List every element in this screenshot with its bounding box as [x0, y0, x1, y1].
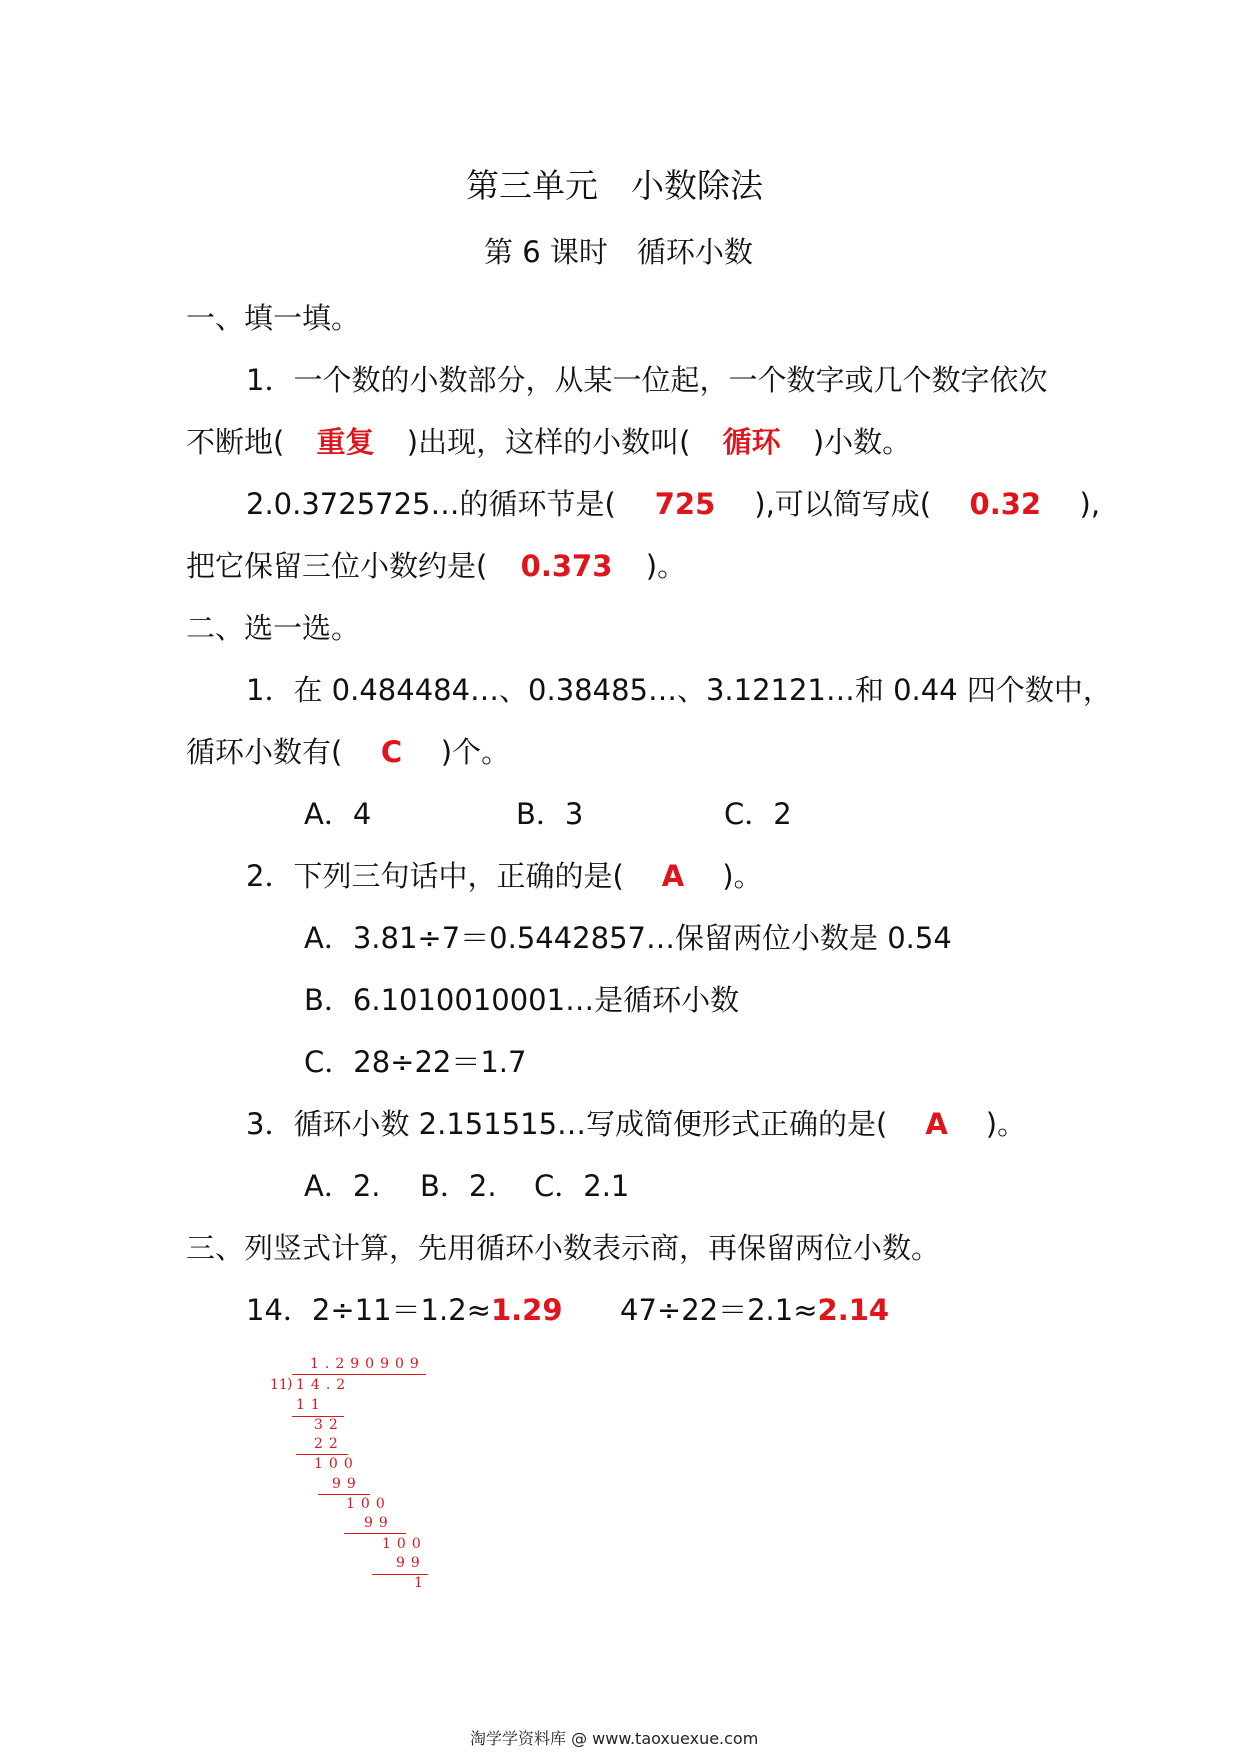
s3-calc-1: [246, 1292, 563, 1328]
s2-q1-option-a: A．4: [304, 797, 372, 831]
ld-quotient: 1.290909: [310, 1356, 425, 1372]
s2-q2-line1: [246, 858, 763, 894]
ld-step: 32: [314, 1417, 344, 1433]
s1-q1-line1: 1．一个数的小数部分，从某一位起，一个数字或几个数字依次: [246, 363, 1048, 397]
ld-dividend: 14.2: [296, 1377, 352, 1393]
ld-step: 1: [414, 1575, 429, 1591]
s1-q2-line2: [186, 548, 686, 584]
s3-calc-2-answer: 2.14: [817, 1293, 890, 1327]
ld-step: 100: [382, 1536, 427, 1552]
s1-q2-text-a: 2.0.3725725…的循环节是(: [246, 487, 616, 521]
s2-q2-text-b: )。: [722, 859, 763, 893]
s2-q3-text-b: )。: [985, 1107, 1027, 1141]
footer-watermark: 淘学学资料库 @ www.taoxuexue.com: [470, 1729, 759, 1748]
s3-calc-2-expr: 47÷22＝2.1≈: [620, 1293, 818, 1327]
s1-q1-text-b: )出现，这样的小数叫(: [406, 425, 691, 459]
s2-q1-option-b: B．3: [516, 797, 584, 831]
s1-q2-text-d: 把它保留三位小数约是(: [186, 549, 488, 583]
s1-q1-text-a: 不断地(: [186, 425, 285, 459]
ld-step: 100: [314, 1456, 359, 1472]
ld-step: 100: [346, 1496, 391, 1512]
ld-step: 99: [364, 1515, 394, 1531]
ld-divisor: 11: [270, 1377, 288, 1393]
ld-quotient-line: [292, 1374, 426, 1375]
section3-heading: 三、列竖式计算，先用循环小数表示商，再保留两位小数。: [186, 1231, 941, 1265]
s2-q2-option-b: B．6.1010010001…是循环小数: [304, 983, 740, 1017]
s2-q1-line2: [186, 734, 510, 770]
s2-q3-text-a: 3．循环小数 2.151515…写成简便形式正确的是(: [246, 1107, 888, 1141]
s2-q2-text-a: 2．下列三句话中，正确的是(: [246, 859, 624, 893]
s3-calc-1-answer: 1.29: [490, 1293, 563, 1327]
s3-calc-1-expr: 14．2÷11＝1.2≈: [246, 1293, 491, 1327]
s2-q3-line1: [246, 1106, 1026, 1142]
s1-q2-answer-2: 0.32: [969, 487, 1042, 521]
ld-step: 11: [296, 1397, 326, 1413]
ld-step: 22: [314, 1436, 344, 1452]
ld-rule: [344, 1533, 406, 1534]
section2-heading: 二、选一选。: [186, 611, 361, 645]
s1-q2-answer-1: 725: [654, 487, 716, 521]
ld-rule: [296, 1454, 348, 1455]
ld-rule: [318, 1494, 370, 1495]
s2-q1-answer: C: [380, 735, 403, 769]
s2-q3-answer: A: [925, 1107, 948, 1141]
s1-q2-text-e: )。: [645, 549, 687, 583]
s2-q3-option-c: C．2.1: [534, 1169, 630, 1203]
s1-q2-line1: [246, 486, 1100, 522]
s1-q1-text-c: )小数。: [812, 425, 912, 459]
page-title: 第三单元 小数除法: [466, 166, 763, 205]
s2-q1-option-c: C．2: [724, 797, 792, 831]
s1-q2-text-b: ),可以简写成(: [754, 487, 932, 521]
s2-q3-option-a: A．2.: [304, 1169, 381, 1203]
ld-step: 99: [396, 1555, 426, 1571]
s2-q2-option-a: A．3.81÷7＝0.5442857…保留两位小数是 0.54: [304, 921, 952, 955]
s1-q1-line2: [186, 424, 911, 460]
s1-q2-text-c: ),: [1079, 487, 1101, 521]
s2-q1-line1: 1．在 0.484484…、0.38485…、3.12121…和 0.44 四个数中，: [246, 673, 1112, 707]
s2-q1-text-a: 循环小数有(: [186, 735, 343, 769]
s1-q1-answer-1: 重复: [316, 425, 375, 459]
ld-step: 99: [332, 1476, 362, 1492]
section1-heading: 一、填一填。: [186, 301, 361, 335]
s2-q3-option-b: B．2.: [420, 1169, 497, 1203]
s2-q1-text-b: )个。: [440, 735, 511, 769]
s1-q2-answer-3: 0.373: [520, 549, 613, 583]
ld-division-bracket: ): [287, 1376, 293, 1392]
s1-q1-answer-2: 循环: [722, 425, 781, 459]
s2-q2-option-c: C．28÷22＝1.7: [304, 1045, 527, 1079]
page-subtitle: 第 6 课时 循环小数: [484, 235, 753, 269]
s3-calc-2: [620, 1292, 889, 1328]
s2-q2-answer: A: [661, 859, 685, 893]
